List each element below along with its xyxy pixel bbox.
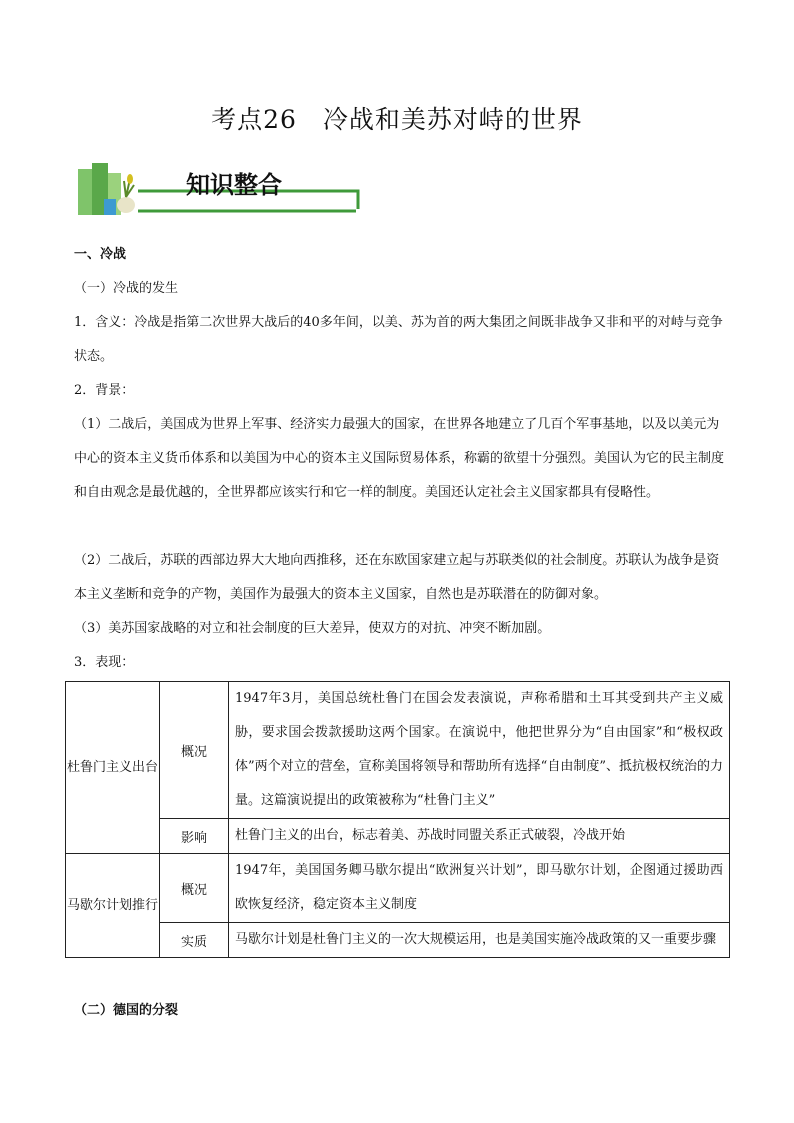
table-row (66, 923, 730, 958)
row-label: 实质 (160, 923, 229, 958)
row-label: 影响 (160, 819, 229, 854)
row-text: 1947年3月，美国总统杜鲁门在国会发表演说，声称希腊和土耳其受到共产主义威胁，要求国会拨款援助这两个国家。在演说中，他把世界分为“自由国家”和“极权政体”两个对立的营垒，宣称美国将领导和帮助所有选择“自由制度”、抵抗极权统治的力量。这篇演说提出的政策被称为“杜鲁门主义” (229, 682, 730, 819)
table-row (66, 854, 730, 923)
knowledge-banner (74, 155, 364, 225)
row-text: 杜鲁门主义的出台，标志着美、苏战时同盟关系正式破裂，冷战开始 (229, 819, 730, 854)
performance-heading: 3．表现： (74, 655, 135, 670)
row-text: 1947年，美国国务卿马歇尔提出“欧洲复兴计划”，即马歇尔计划，企图通过援助西欧恢复经济，稳定资本主义制度 (229, 854, 730, 923)
event-name: 杜鲁门主义出台 (66, 682, 160, 854)
page-title: 考点26 冷战和美苏对峙的世界 (211, 105, 583, 134)
section-heading: 一、冷战 (74, 247, 127, 262)
background-paragraph-3: （3）美苏国家战略的对立和社会制度的巨大差异，使双方的对抗、冲突不断加剧。 (74, 621, 551, 636)
row-label: 概况 (160, 854, 229, 923)
books-icon (78, 163, 135, 215)
banner-label: 知识整合 (186, 171, 282, 199)
background-heading: 2．背景： (74, 383, 135, 398)
cold-war-table (65, 681, 730, 958)
table-row (66, 819, 730, 854)
event-name: 马歇尔计划推行 (66, 854, 160, 958)
background-paragraph-2: （2）二战后，苏联的西部边界大大地向西推移，还在东欧国家建立起与苏联类似的社会制度。苏联认为战争是资本主义垄断和竞争的产物，美国作为最强大的资本主义国家，自然也是苏联潜在的防御对象。 (74, 553, 720, 602)
row-text: 马歇尔计划是杜鲁门主义的一次大规模运用，也是美国实施冷战政策的又一重要步骤 (229, 923, 730, 958)
table-row (66, 682, 730, 819)
definition-paragraph: 1．含义：冷战是指第二次世界大战后的40多年间，以美、苏为首的两大集团之间既非战争又非和平的对峙与竞争状态。 (74, 315, 723, 364)
subsection-heading: （二）德国的分裂 (74, 1003, 179, 1018)
subsection-heading: （一）冷战的发生 (74, 281, 179, 296)
background-paragraph-1: （1）二战后，美国成为世界上军事、经济实力最强大的国家，在世界各地建立了几百个军事基地，以及以美元为中心的资本主义货币体系和以美国为中心的资本主义国际贸易体系，称霸的欲望十分强烈。美国认为它的民主制度和自由观念是最优越的，全世界都应该实行和它一样的制度。美国还认定社会主义国家都具有侵略性。 (74, 417, 725, 500)
row-label: 概况 (160, 682, 229, 819)
